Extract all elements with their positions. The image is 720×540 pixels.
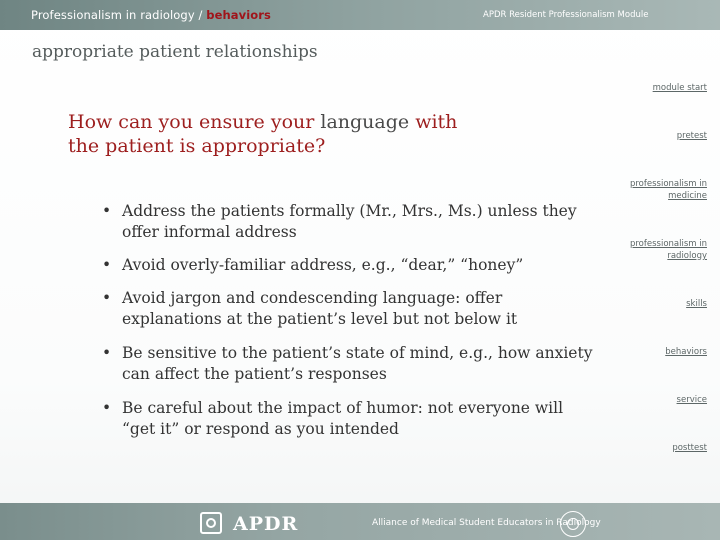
nav-link-behaviors[interactable]: behaviors <box>665 347 707 357</box>
bullet-marker: • <box>102 256 112 274</box>
bullet-text: Address the patients formally (Mr., Mrs., Ms.) unless they offer informal address <box>122 202 577 241</box>
nav-link-pretest[interactable]: pretest <box>676 131 707 141</box>
amser-logo-text: Alliance of Medical Student Educators in Radiology <box>372 518 601 528</box>
nav-link-skills[interactable]: skills <box>686 299 707 309</box>
apdr-emblem-icon <box>200 512 222 534</box>
bullet-marker: • <box>102 289 112 307</box>
amser-seal-icon <box>560 511 586 537</box>
nav-link-posttest[interactable]: posttest <box>672 443 707 453</box>
course-title: Professionalism in radiology <box>31 8 195 22</box>
bullet-marker: • <box>102 399 112 417</box>
bullet-marker: • <box>102 344 112 362</box>
bullet-item <box>100 343 600 385</box>
breadcrumb <box>31 8 271 22</box>
bullet-item <box>100 201 600 243</box>
nav-link-professionalism-in-radiology[interactable]: professionalism in radiology <box>629 239 707 261</box>
bullet-item <box>100 288 600 330</box>
section-title: behaviors <box>206 8 271 22</box>
module-title: APDR Resident Professionalism Module <box>483 10 649 20</box>
bullet-item <box>100 255 600 276</box>
bullet-text: Avoid overly-familiar address, e.g., “dear,” “honey” <box>122 256 524 274</box>
breadcrumb-separator: / <box>198 8 203 22</box>
question-text <box>68 110 488 158</box>
header-bar <box>0 0 720 30</box>
bullet-list <box>100 201 600 453</box>
nav-link-service[interactable]: service <box>676 395 707 405</box>
bullet-text: Be sensitive to the patient’s state of mind, e.g., how anxiety can affect the patient’s responses <box>122 344 593 383</box>
bullet-text: Avoid jargon and condescending language: offer explanations at the patient’s level but not below it <box>122 289 518 328</box>
question-part-1: How can you ensure your <box>68 111 321 133</box>
footer-bar <box>0 503 720 540</box>
apdr-logo: APDR <box>233 513 299 535</box>
question-emphasis: language <box>320 111 410 133</box>
bullet-marker: • <box>102 202 112 220</box>
nav-link-module-start[interactable]: module start <box>652 83 707 93</box>
bullet-item <box>100 398 600 440</box>
question-part-2: with the patient is appropriate? <box>68 111 458 157</box>
slide-heading: appropriate patient relationships <box>32 42 318 62</box>
nav-link-professionalism-in-medicine[interactable]: professionalism in medicine <box>629 179 707 201</box>
bullet-text: Be careful about the impact of humor: not everyone will “get it” or respond as you intended <box>122 399 564 438</box>
